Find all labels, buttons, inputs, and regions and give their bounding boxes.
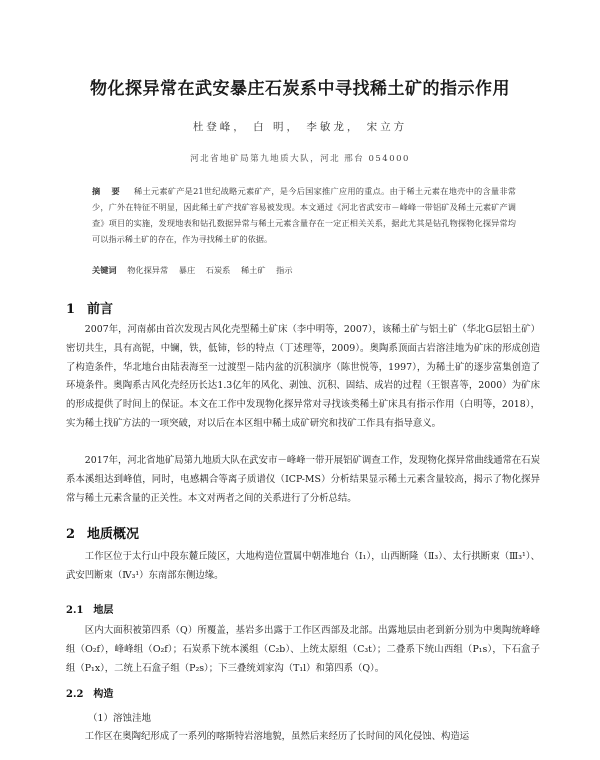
section-2-2-paragraph: 工作区在奥陶纪形成了一系列的喀斯特岩溶地貌，虽然后来经历了长时间的风化侵蚀、构造运 <box>84 731 470 742</box>
abstract-label: 摘 要 <box>92 186 124 196</box>
paper-affiliation: 河北省地矿局第九地质大队，河北 邢台 054000 <box>190 154 410 164</box>
subsection-number: 2.1 <box>66 605 84 616</box>
paper-title: 物化探异常在武安暴庄石炭系中寻找稀土矿的指示作用 <box>90 79 510 99</box>
section-title: 地质概况 <box>87 527 140 542</box>
section-2-paragraph-1: 工作区位于太行山中段东麓丘陵区，大地构造位置属中朝准地台（Ⅰ₁），山西断隆（Ⅱ₃）、太行拱断束（Ⅲ₃¹）、武安凹断束（Ⅳ₃¹）东南部东侧边缘。 <box>66 551 540 581</box>
keyword: 暴庄 <box>178 265 196 275</box>
keyword: 指示 <box>276 265 293 275</box>
section-1-paragraph-2: 2017年，河北省地矿局第九地质大队在武安市－峰峰一带开展铝矿调查工作，发现物化探异常曲线通常在石炭系本溪组达到峰值，同时，电感耦合等离子质谱仪（ICP-MS）分析结果显示稀土元素含量较高，揭示了物化探异常与稀土元素含量的正关性。本文对两者之间的关系进行了分析总结。 <box>66 455 540 504</box>
section-heading-1 <box>66 298 113 317</box>
subsection-title: 地层 <box>93 605 114 616</box>
sub-subsection-heading: （1）溶蚀洼地 <box>88 713 152 724</box>
keywords-block <box>92 265 516 276</box>
keyword: 稀土矿 <box>240 265 266 275</box>
abstract-block <box>92 183 516 247</box>
section-title: 前言 <box>87 302 114 317</box>
section-2-1-paragraph: 区内大面积被第四系（Q）所覆盖，基岩多出露于工作区西部及北部。出露地层由老到新分别为中奥陶统峰峰组（O₂f），峰峰组（O₂f）；石炭系下统本溪组（C₂b）、上统太原组（C₃t）；二叠系下统山西组（P₁s），下石盒子组（P₁x），二统上石盒子组（P₂s）；下三叠统刘家沟（T₁l）和第四系（Q）。 <box>66 625 540 674</box>
subsection-number: 2.2 <box>66 689 84 700</box>
subsection-heading-2-2 <box>66 685 113 700</box>
paper-authors: 杜登峰， 白 明， 李敏龙， 宋立方 <box>192 121 408 133</box>
keywords-label: 关键词 <box>92 265 117 275</box>
section-heading-2 <box>66 523 139 542</box>
subsection-heading-2-1 <box>66 601 113 616</box>
keyword: 物化探异常 <box>127 265 169 275</box>
keyword: 石炭系 <box>205 265 231 275</box>
abstract-text: 稀土元素矿产是21世纪战略元素矿产，是今后国家推广应用的重点。由于稀土元素在地壳中的含量非常少，广外在特征不明显，因此稀土矿产找矿容易被发现。本文通过《河北省武安市－峰峰一带铝矿及稀土元素矿产调查》项目的实施，发现地表和钻孔数据异常与稀土元素含量存在一定正相关关系，据此尤其是钻孔物探物化探异常均可以指示稀土矿的存在，作为寻找稀土矿的依据。 <box>92 186 516 244</box>
section-1-paragraph-1: 2007年，河南郝由首次发现古风化壳型稀土矿床（李中明等，2007），该稀土矿与铝土矿（华北G层铝土矿）密切共生，具有高铌，中镧，铁，低铈，钐的特点（丁述理等，2009）。奥陶系顶面古岩溶洼地为矿床的形成创造了构造条件，华北地台由陆表海至一过渡型－陆内盆的沉积演序（陈世悦等，1997），为稀土矿的逐步富集创造了环境条件。奥陶系古风化壳经历长达1.3亿年的风化、剥蚀、沉积、固结、成岩的过程（王银喜等，2000）为矿床的形成提供了时间上的保证。本文在工作中发现物化探异常对寻找该类稀土矿床具有指示作用（白明等，2018），实为稀土找矿方法的一项突破，对以后在本区组中稀土成矿研究和找矿工作具有指导意义。 <box>66 324 540 429</box>
section-number: 1 <box>66 302 76 317</box>
section-number: 2 <box>66 527 76 542</box>
subsection-title: 构造 <box>93 689 114 700</box>
